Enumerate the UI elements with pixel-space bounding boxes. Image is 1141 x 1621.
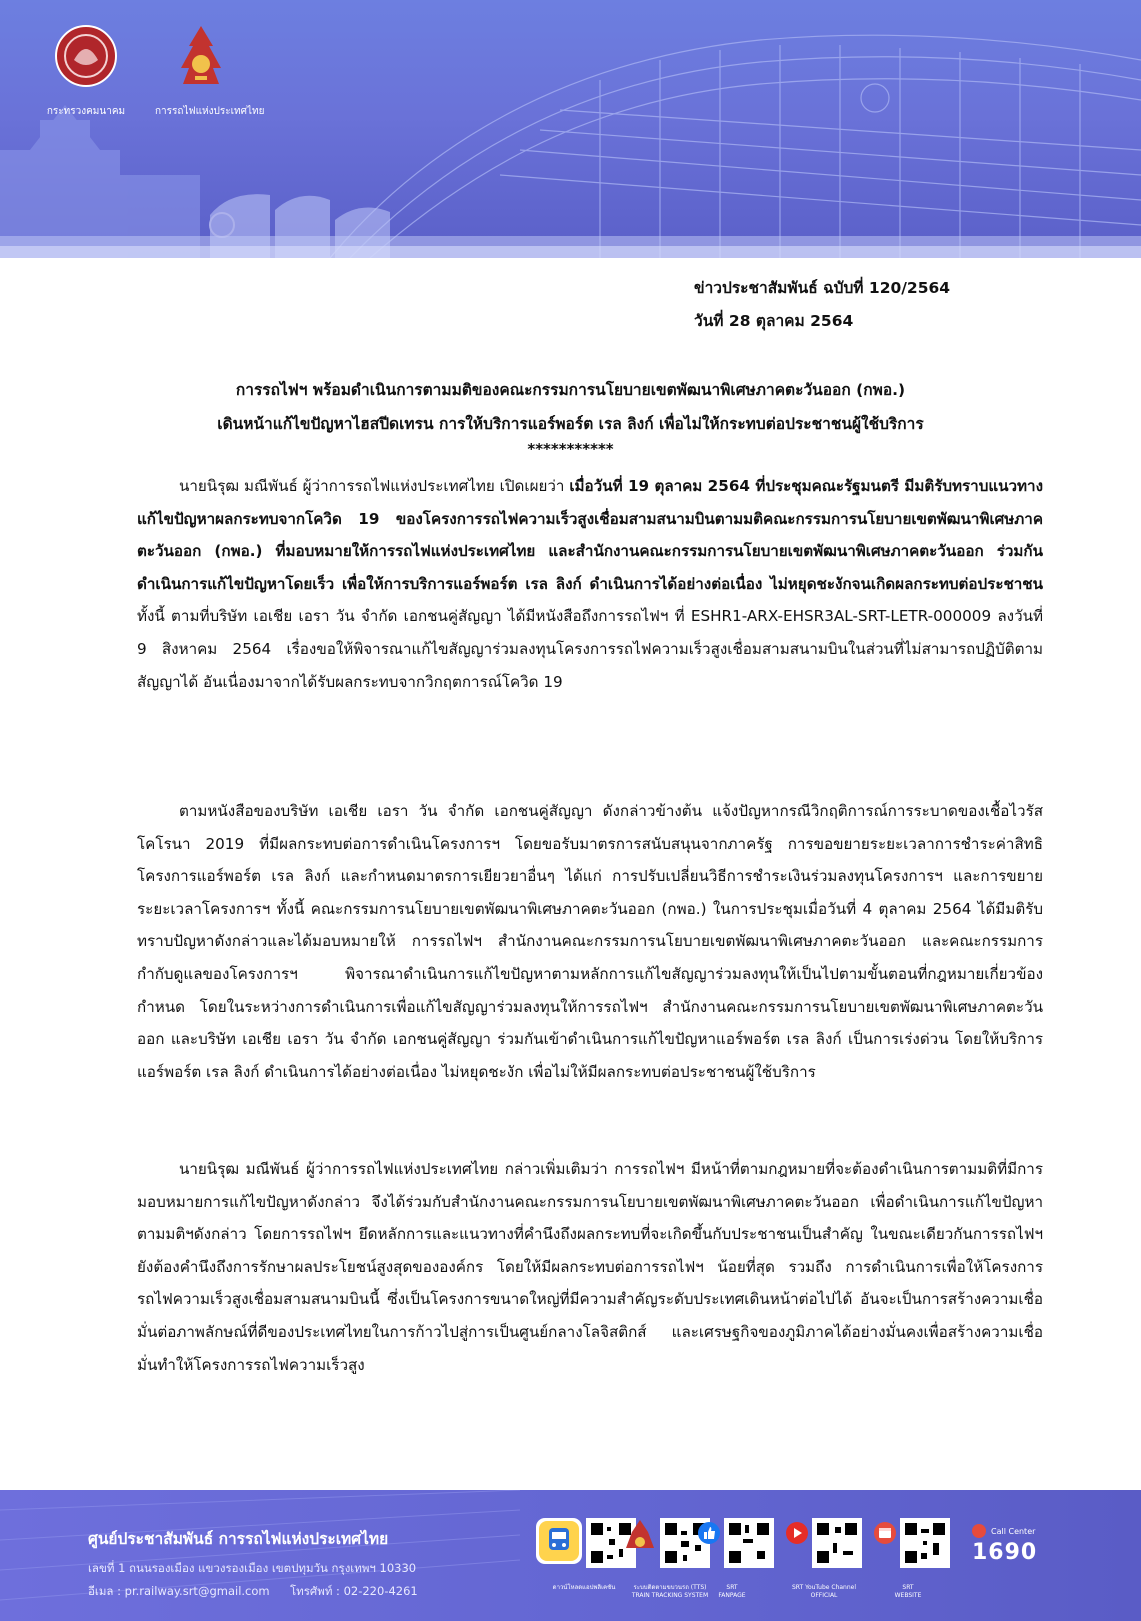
ministry-caption: กระทรวงคมนาคม bbox=[46, 106, 126, 117]
call-center-label: Call Center bbox=[991, 1526, 1036, 1536]
srt-small-logo-icon bbox=[622, 1518, 658, 1558]
footer-phone[interactable]: โทรศัพท์ : 02-220-4261 bbox=[290, 1584, 418, 1598]
qr-caption-2: FANPAGE bbox=[718, 1592, 746, 1599]
release-number: ข่าวประชาสัมพันธ์ ฉบับที่ 120/2564 bbox=[694, 279, 951, 297]
qr-caption-2: TRAIN TRACKING SYSTEM bbox=[631, 1592, 709, 1599]
p1-lead: นายนิรุฒ มณีพันธ์ ผู้ว่าการรถไฟแห่งประเทศไทย เปิดเผยว่า bbox=[179, 477, 570, 495]
facebook-like-icon bbox=[698, 1522, 720, 1544]
headline-line-1: การรถไฟฯ พร้อมดำเนินการตามมติของคณะกรรมการนโยบายเขตพัฒนาพิเศษภาคตะวันออก (กพอ.) bbox=[235, 381, 906, 399]
headline-separator: *********** bbox=[527, 440, 614, 458]
website-icon bbox=[874, 1522, 896, 1544]
call-center-number: 1690 bbox=[972, 1540, 1038, 1565]
body-paragraph-3: นายนิรุฒ มณีพันธ์ ผู้ว่าการรถไฟแห่งประเทศไทย กล่าวเพิ่มเติมว่า การรถไฟฯ มีหน้าที่ตามกฎหมายที่จะต้องดำเนินการตามมติที่มีการมอบหมายการแก้ไขปัญหาดังกล่าว จึงได้ร่วมกับสำนักงานคณะกรรมการนโยบายเขตพัฒนาพิเศษภาคตะวันออก เพื่อดำเนินการแก้ไขปัญหาตามมติฯดังกล่าว โดยการรถไฟฯ ยึดหลักการและแนวทางที่คำนึงถึงผลกระทบที่จะเกิดขึ้นกับประชาชนเป็นสำคัญ ในขณะเดียวกันการรถไฟฯ ยังต้องคำนึงถึงการรักษาผลประโยชน์สูงสุดขององค์กร โดยให้มีผลกระทบต่อการรถไฟฯ น้อยที่สุด รวมถึง การดำเนินการเพื่อให้โครงการรถไฟความเร็วสูงเชื่อมสามสนามบินนี้ ซึ่งเป็นโครงการขนาดใหญ่ที่มีความสำคัญระดับประเทศเดินหน้าต่อไปได้ อันจะเป็นการสร้างความเชื่อมั่นต่อภาพลักษณ์ที่ดีของประเทศไทยในการก้าวไปสู่การเป็นศูนย์กลางโลจิสติกส์ และเศรษฐกิจของภูมิภาคได้อย่างมั่นคงเพื่อสร้างความเชื่อมั่นทำให้โครงการรถไฟความเร็วสูง bbox=[137, 1160, 1043, 1374]
phone-icon bbox=[972, 1524, 986, 1538]
headline-line-2: เดินหน้าแก้ไขปัญหาไฮสปีดเทรน การให้บริการแอร์พอร์ต เรล ลิงก์ เพื่อไม่ให้กระทบต่อประชาชนผู้ใช้บริการ bbox=[217, 415, 924, 433]
srt-logo bbox=[155, 24, 265, 119]
qr-code-icon bbox=[812, 1518, 862, 1568]
footer-bar bbox=[0, 1490, 1141, 1621]
qr-code-icon bbox=[724, 1518, 774, 1568]
ministry-logo bbox=[40, 24, 132, 119]
qr-caption bbox=[860, 1584, 956, 1600]
qr-caption bbox=[536, 1584, 632, 1592]
footer-org: ศูนย์ประชาสัมพันธ์ การรถไฟแห่งประเทศไทย bbox=[88, 1530, 389, 1548]
footer-email[interactable]: อีเมล : pr.railway.srt@gmail.com bbox=[88, 1584, 270, 1598]
qr-caption-2: WEBSITE bbox=[894, 1592, 922, 1599]
p1-tail: ทั้งนี้ ตามที่บริษัท เอเชีย เอรา วัน จำกัด เอกชนคู่สัญญา ได้มีหนังสือถึงการรถไฟฯ ที่ ESHR1-ARX-EHSR3AL-SRT-LETR-000009 ลงวันที่ 9 สิงหาคม 2564 เรื่องขอให้พิจารณาแก้ไขสัญญาร่วมลงทุนโครงการรถไฟความเร็วสูงเชื่อมสามสนามบินในส่วนที่ไม่สามารถปฏิบัติตามสัญญาได้ อันเนื่องมาจากได้รับผลกระทบจากวิกฤตการณ์โควิด 19 bbox=[137, 607, 1043, 691]
qr-caption bbox=[776, 1584, 872, 1600]
qr-caption-1: SRT bbox=[902, 1584, 914, 1591]
qr-caption-1: SRT bbox=[726, 1584, 738, 1591]
youtube-icon bbox=[786, 1522, 808, 1544]
qr-caption-1: ระบบติดตามขบวนรถ (TTS) bbox=[633, 1584, 707, 1591]
footer-address: เลขที่ 1 ถนนรองเมือง แขวงรองเมือง เขตปทุมวัน กรุงเทพฯ 10330 bbox=[88, 1561, 417, 1575]
header-banner bbox=[0, 0, 1141, 258]
srt-caption: การรถไฟแห่งประเทศไทย bbox=[155, 106, 265, 117]
srt-emblem-icon bbox=[169, 24, 233, 88]
body-paragraph-1 bbox=[137, 470, 1043, 698]
release-date: วันที่ 28 ตุลาคม 2564 bbox=[694, 312, 854, 330]
body-paragraph-2: ตามหนังสือของบริษัท เอเชีย เอรา วัน จำกัด เอกชนคู่สัญญา ดังกล่าวข้างต้น แจ้งปัญหากรณีวิกฤติการณ์การระบาดของเชื้อไวรัสโคโรนา 2019 ที่มีผลกระทบต่อการดำเนินโครงการฯ โดยขอรับมาตรการสนับสนุนจากภาครัฐ การขอขยายระยะเวลาการชำระค่าสิทธิโครงการแอร์พอร์ต เรล ลิงก์ และกำหนดมาตรการเยียวยาอื่นๆ ได้แก่ การปรับเปลี่ยนวิธีการชำระเงินร่วมลงทุนโครงการฯ และการขยายระยะเวลาโครงการฯ ทั้งนี้ คณะกรรมการนโยบายเขตพัฒนาพิเศษภาคตะวันออก (กพอ.) ในการประชุมเมื่อวันที่ 4 ตุลาคม 2564 ได้มีมติรับทราบปัญหาดังกล่าวและได้มอบหมายให้ การรถไฟฯ สำนักงานคณะกรรมการนโยบายเขตพัฒนาพิเศษภาคตะวันออก และคณะกรรมการกำกับดูแลของโครงการฯ พิจารณาดำเนินการแก้ไขปัญหาตามหลักการแก้ไขสัญญาร่วมลงทุนให้เป็นไปตามขั้นตอนที่กฎหมายเกี่ยวข้องกำหนด โดยในระหว่างการดำเนินการเพื่อแก้ไขสัญญาร่วมลงทุนให้การรถไฟฯ สำนักงานคณะกรรมการนโยบายเขตพัฒนาพิเศษภาคตะวันออก และบริษัท เอเชีย เอรา วัน จำกัด เอกชนคู่สัญญา ร่วมกันเข้าดำเนินการแก้ไขปัญหาแอร์พอร์ต เรล ลิงก์ เป็นการเร่งด่วน โดยให้บริการแอร์พอร์ต เรล ลิงก์ ดำเนินการได้อย่างต่อเนื่อง ไม่หยุดชะงัก เพื่อไม่ให้มีผลกระทบต่อประชาชนผู้ใช้บริการ bbox=[137, 802, 1043, 1081]
qr-caption-1: SRT YouTube Channel bbox=[791, 1584, 857, 1591]
qr-code-icon bbox=[900, 1518, 950, 1568]
p1-bold: เมื่อวันที่ 19 ตุลาคม 2564 ที่ประชุมคณะรัฐมนตรี มีมติรับทราบแนวทางแก้ไขปัญหาผลกระทบจากโควิด 19 ของโครงการรถไฟความเร็วสูงเชื่อมสามสนามบินตามมติคณะกรรมการนโยบายเขตพัฒนาพิเศษภาคตะวันออก (กพอ.) ที่มอบหมายให้การรถไฟแห่งประเทศไทย และสำนักงานคณะกรรมการนโยบายเขตพัฒนาพิเศษภาคตะวันออก ร่วมกันดำเนินการแก้ไขปัญหาโดยเร็ว เพื่อให้การบริการแอร์พอร์ต เรล ลิงก์ ดำเนินการได้อย่างต่อเนื่อง ไม่หยุดชะงักจนเกิดผลกระทบต่อประชาชน bbox=[137, 477, 1044, 593]
ministry-seal-icon bbox=[54, 24, 118, 88]
qr-caption-2: OFFICIAL bbox=[810, 1592, 838, 1599]
qr-caption-1: ดาวน์โหลดแอปพลิเคชัน bbox=[552, 1584, 616, 1591]
call-center[interactable] bbox=[972, 1524, 1037, 1565]
qr-caption bbox=[684, 1584, 780, 1600]
train-app-icon bbox=[536, 1518, 582, 1564]
